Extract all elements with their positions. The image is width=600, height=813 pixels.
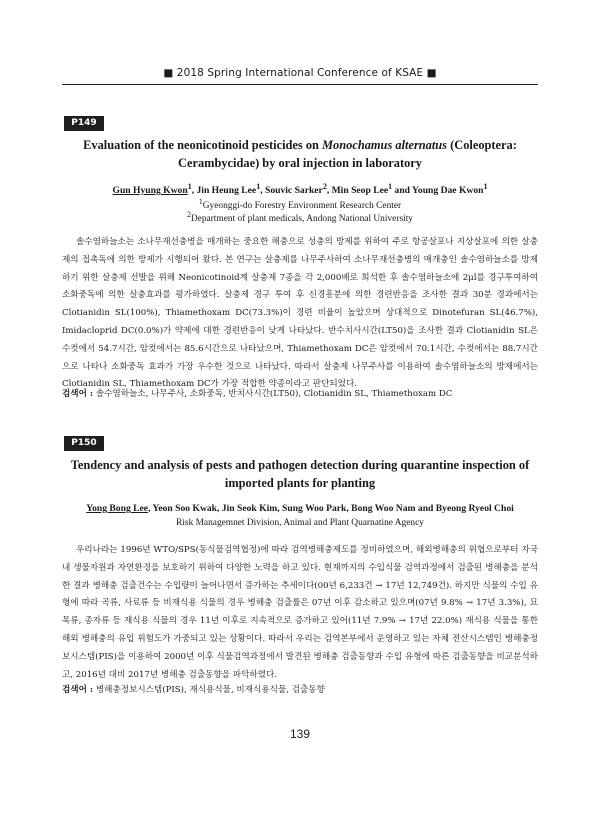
affiliation-text: Gyeonggi-do Forestry Environment Research Center: [202, 201, 402, 212]
paper-title-p150: Tendency and analysis of pests and pathogen detection during quarantine inspection of imported plants for planting: [70, 458, 530, 490]
header-rule: [62, 84, 538, 85]
paper-title-p149: [62, 136, 538, 172]
author-first: Yong Bong Lee: [86, 503, 149, 514]
author-affiliation-mark: 1: [187, 182, 192, 191]
author-affiliation-mark: 2: [322, 182, 327, 191]
title-species: Monochamus alternatus: [322, 138, 448, 152]
author-separator: ,: [326, 185, 332, 197]
abstract-p149: 솔수염하늘소는 소나무재선충병을 매개하는 중요한 해충으로 성충의 방제를 위하여 주로 항공살포나 지상살포에 의한 살충제의 접촉독에 의한 방제가 시행되어 왔다. 본 연구는 살충제를 나무주사하여 소나무재선충병의 매개충인 솔수염하늘소를 방제하기 위한 살충제 선발을 위해 Neonicotinoid계 살충제 7종을 각 2,000배로 희석한 후 솔수염하늘소에 2μl를 경구투여하여 소화중독에 의한 살충효과를 평가하였다. 살충제 경구 투여 후 신경흥분에 의한 경련반응을 조사한 결과 30분 경과에서는 Clotianidin SL(100%), Thiamethoxam DC(73.3%)이 경련 비율이 높았으며 상대적으로 Dinotefuran SL(46.7%), Imidacloprid DC(0.0%)가 약제에 대한 경련반응이 낮게 나타났다. 반수치사시간(LT50)을 조사한 결과 Clotianidin SL은 수컷에서 54.7시간, 암컷에서는 85.6시간으로 나타났으며, Thiamethoxam DC은 암컷에서 70.1시간, 수컷에서는 88.7시간으로 나타나 소화중독 효과가 가장 우수한 것으로 나타났다. 따라서 살충제 나무주사를 이용하여 솔수염하늘소의 방제에서는 Clotianidin SL, Thiamethoxam DC가 가장 적합한 약종이라고 판단되었다.: [62, 237, 538, 390]
keywords-p150: [62, 683, 538, 697]
title-text: (Coleoptera: Cerambycidae) by oral injection in laboratory: [178, 138, 517, 170]
affiliation-number: 1: [198, 197, 203, 206]
author-name: Min Seop Lee: [331, 185, 389, 197]
paper-authors-p150: [62, 502, 538, 515]
paper-id-badge-p150: P150: [64, 436, 104, 451]
affiliation-p150: Risk Managemnet Division, Animal and Plant Quarnatine Agency: [176, 518, 424, 528]
title-text: Evaluation of the neonicotinoid pesticides on: [83, 138, 323, 152]
author-affiliation-mark: 1: [483, 182, 488, 191]
affiliation-text: Department of plant medicals, Andong National University: [190, 214, 413, 225]
author-separator: and: [392, 185, 413, 197]
author-name: Jin Heung Lee: [196, 185, 257, 197]
author-affiliation-mark: 1: [388, 182, 393, 191]
page-number: 139: [289, 727, 311, 741]
conference-header: ■ 2018 Spring International Conference of KSAE ■: [163, 67, 437, 79]
paper-id-badge-p149: P149: [64, 116, 104, 131]
author-separator: ,: [260, 185, 265, 197]
keywords-label: 검색어 :: [62, 685, 94, 695]
author-affiliation-mark: 1: [256, 182, 261, 191]
keywords-text: 병해충정보시스템(PIS), 재식용식물, 비재식용식물, 검출동향: [95, 685, 325, 695]
affiliation-number: 2: [186, 210, 191, 219]
keywords-label: 검색어 :: [62, 389, 94, 399]
author-rest: , Yeon Soo Kwak, Jin Seok Kim, Sung Woo Park, Bong Woo Nam and Byeong Ryeol Choi: [148, 503, 514, 514]
affiliation-2-p149: [62, 208, 538, 226]
author-name: Young Dae Kwon: [412, 185, 484, 197]
author-separator: ,: [191, 185, 197, 197]
keywords-p149: [62, 387, 538, 401]
author-name: Souvic Sarker: [264, 185, 323, 197]
abstract-p150: 우리나라는 1996년 WTO/SPS(동식물검역협정)에 따라 검역병해충제도를 정비하였으며, 해외병해충의 위협으로부터 자국내 생물자원과 자연환경을 보호하기 위하여 다양한 노력을 하고 있다. 현재까지의 수입식물 검역과정에서 검출된 병해충을 분석한 결과 병해충 검출건수는 수입량이 늘어나면서 증가하는 추세이다(00년 6,233건 → 17년 12,749건). 하지만 식물의 수입 유형에 따라 곡류, 사료류 등 비재식용 식물의 경우 병해충 검출률은 07년 이후 감소하고 있으며(07년 9.8% → 17년 3.3%), 묘목류, 종자류 등 재식용 식물의 경우 11년 이후로 지속적으로 증가하고 있어(11년 7.9% → 17년 22.0%) 재식용 식물을 통한 해외 병해충의 유입 위험도가 가중되고 있는 상황이다. 따라서 우리는 검역본부에서 운영하고 있는 자체 전산시스템인 병해충정보시스템(PIS)을 이용하여 2000년 이후 식물검역과정에서 발견된 병해충 검출동향과 수입 유형에 따른 검출동향을 비교분석하고, 2016년 대비 2017년 병해충 검출동향을 파악하였다.: [62, 545, 538, 680]
author-name: Gun Hyung Kwon: [112, 185, 188, 197]
keywords-text: 솔수염하늘소, 나무주사, 소화중독, 반치사시간(LT50), Clotianidin SL, Thiamethoxam DC: [95, 389, 453, 399]
